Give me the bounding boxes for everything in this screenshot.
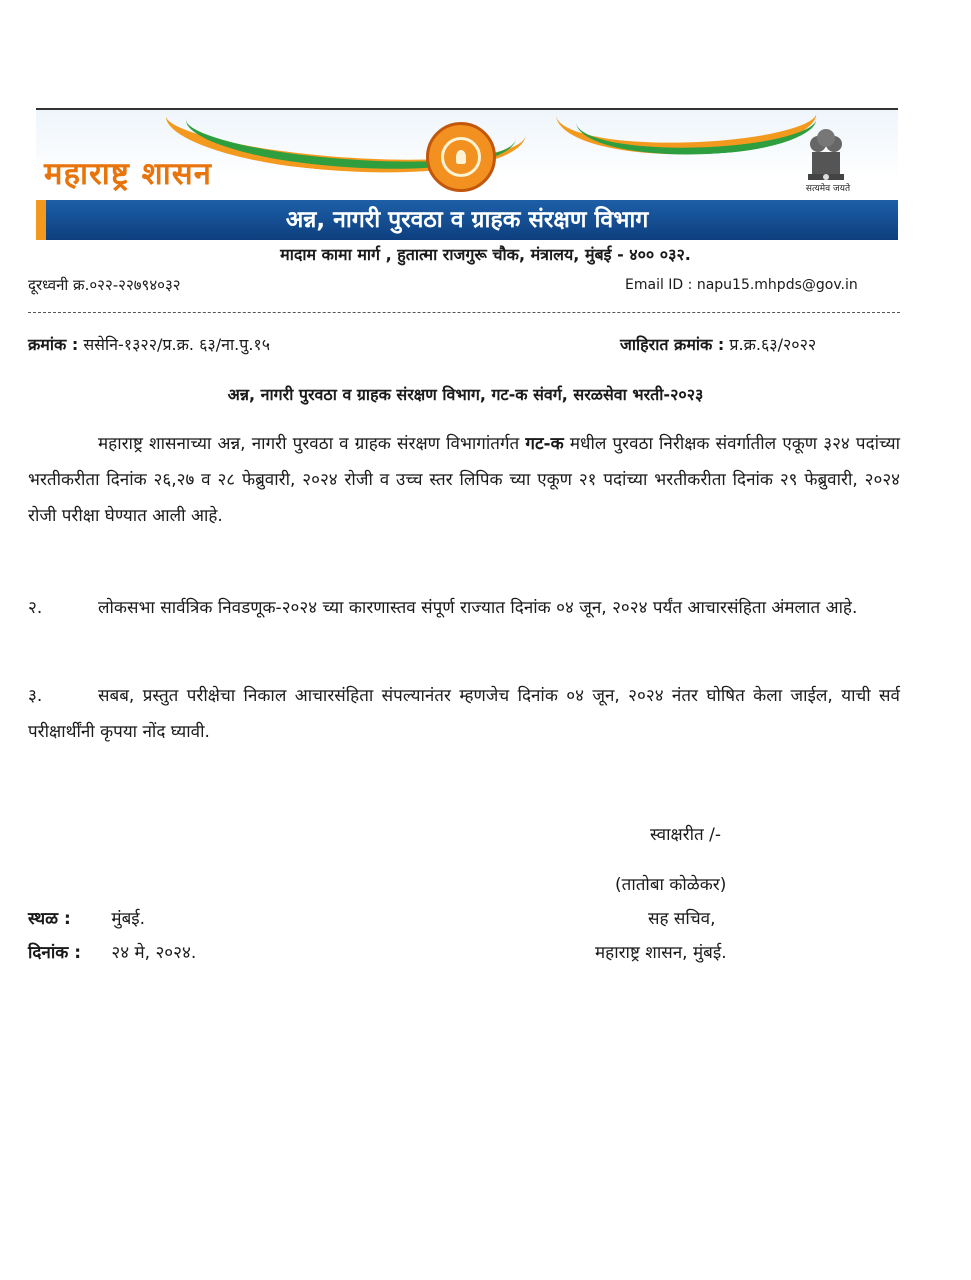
signatory-designation: सह सचिव, bbox=[648, 909, 716, 929]
paragraph-3-number: ३. bbox=[28, 686, 43, 706]
paragraph-2-text: लोकसभा सार्वत्रिक निवडणूक-२०२४ च्या कारणास्तव संपूर्ण राज्यात दिनांक ०४ जून, २०२४ पर्यंत आचारसंहिता अंमलात आहे. bbox=[98, 598, 858, 618]
email-id: Email ID : napu15.mhpds@gov.in bbox=[625, 277, 858, 293]
phone-number: दूरध्वनी क्र.०२२-२२७९४०३२ bbox=[28, 276, 181, 294]
paragraph-1-part1: महाराष्ट्र शासनाच्या अन्न, नागरी पुरवठा व ग्राहक संरक्षण विभागांतर्गत bbox=[98, 434, 526, 454]
paragraph-1-part2: मधील पुरवठा निरीक्षक संवर्गातील एकूण ३२४ पदांच्या भरतीकरीता दिनांक २६,२७ व २८ फेब्रुवारी, २०२४ रोजी व उच्च स्तर लिपिक च्या एकूण २१ पदांच्या भरतीकरीता दिनांक २९ फेब्रुवारी, २०२४ रोजी परीक्षा घेण्यात आली आहे. bbox=[28, 434, 900, 526]
date-value: २४ मे, २०२४. bbox=[106, 943, 197, 963]
advertisement-value: प्र.क्र.६३/२०२२ bbox=[724, 335, 817, 354]
date-label: दिनांक : bbox=[28, 943, 82, 963]
signed-note: स्वाक्षरीत /- bbox=[650, 825, 721, 845]
place-value: मुंबई. bbox=[106, 909, 146, 929]
date bbox=[28, 940, 196, 963]
paragraph-2-number: २. bbox=[28, 598, 43, 618]
paragraph-3 bbox=[28, 678, 900, 750]
paragraph-1 bbox=[28, 426, 900, 534]
signatory-name: (तातोबा कोळेकर) bbox=[615, 875, 727, 895]
notice-heading: अन्न, नागरी पुरवठा व ग्राहक संरक्षण विभाग, गट-क संवर्ग, सरळसेवा भरती-२०२३ bbox=[227, 385, 704, 404]
green-swoosh-right bbox=[574, 108, 818, 163]
reference-number bbox=[28, 333, 270, 355]
advertisement-label: जाहिरात क्रमांक : bbox=[620, 335, 725, 354]
paragraph-1-bold: गट-क bbox=[525, 434, 564, 454]
office-address: मादाम कामा मार्ग , हुतात्मा राजगुरू चौक, मंत्रालय, मुंबई - ४०० ०३२. bbox=[280, 245, 691, 264]
letterhead bbox=[36, 108, 898, 240]
paragraph-3-text: सबब, प्रस्तुत परीक्षेचा निकाल आचारसंहिता संपल्यानंतर म्हणजेच दिनांक ०४ जून, २०२४ नंतर घोषित केला जाईल, याची सर्व परीक्षार्थींनी कृपया नोंद घ्यावी. bbox=[28, 686, 900, 742]
government-title: महाराष्ट्र शासन bbox=[44, 156, 212, 192]
paragraph-2 bbox=[28, 590, 900, 626]
advertisement-number bbox=[620, 333, 816, 355]
reference-label: क्रमांक : bbox=[28, 335, 79, 354]
seal-inner-ring bbox=[441, 137, 481, 177]
seal-emblem-mark bbox=[456, 150, 466, 164]
maharashtra-seal-icon bbox=[426, 122, 496, 192]
reference-value: ससेनि-१३२२/प्र.क्र. ६३/ना.पु.१५ bbox=[78, 335, 271, 354]
dashed-divider bbox=[28, 312, 900, 313]
department-name: अन्न, नागरी पुरवठा व ग्राहक संरक्षण विभाग bbox=[285, 207, 649, 233]
place bbox=[28, 906, 145, 929]
place-label: स्थळ : bbox=[28, 909, 71, 929]
signatory-office: महाराष्ट्र शासन, मुंबई. bbox=[595, 943, 727, 963]
emblem-motto: सत्यमेव जयते bbox=[805, 184, 851, 194]
